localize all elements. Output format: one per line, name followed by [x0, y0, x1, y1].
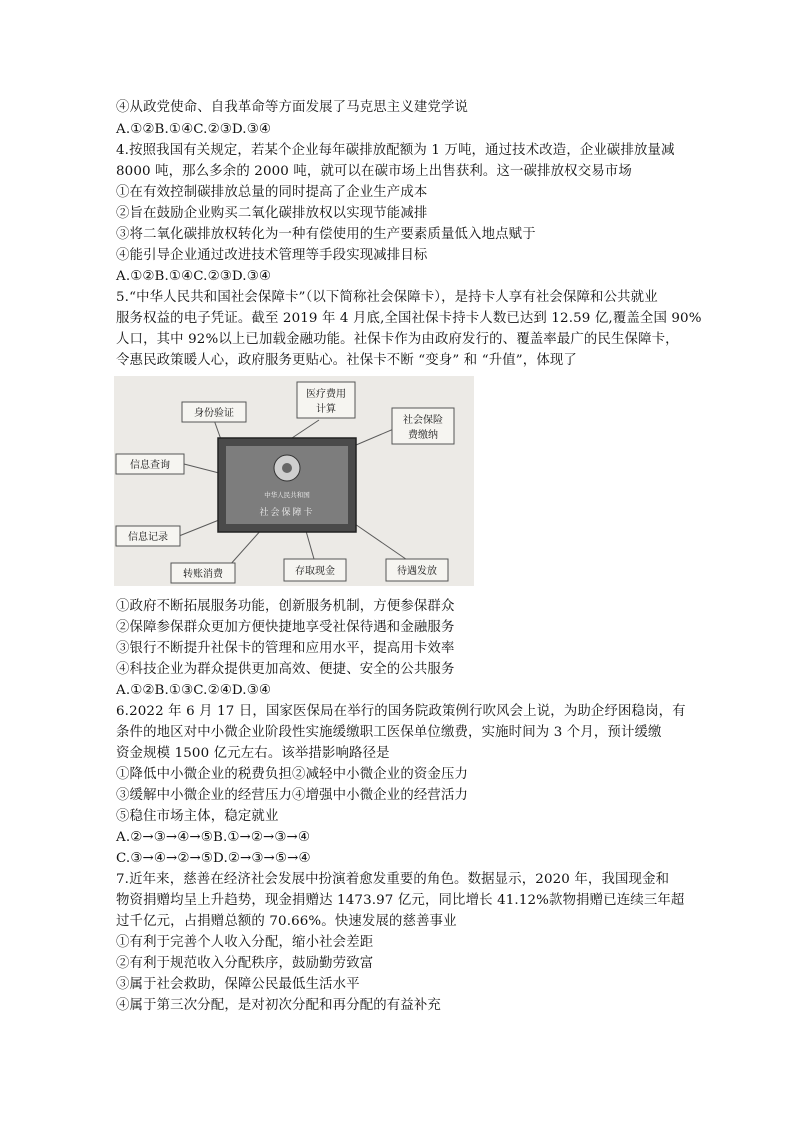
label-info-query: 信息查询: [130, 460, 170, 471]
card-line-1: 中华人民共和国: [264, 491, 310, 499]
q3-option-4: ④从政党使命、自我革命等方面发展了马克思主义建党学说: [116, 100, 469, 115]
q5-option-3: ③银行不断提升社保卡的管理和应用水平，提高用卡效率: [116, 641, 455, 656]
q6-options-line-1: ①降低中小微企业的税费负担②减轻中小微企业的资金压力: [116, 767, 469, 782]
q6-answers-1: A.②→③→④→⑤B.①→②→③→④: [116, 830, 311, 845]
q6-answers-2: C.③→④→②→⑤D.②→③→⑤→④: [116, 851, 311, 866]
q5-option-4: ④科技企业为群众提供更加高效、便捷、安全的公共服务: [116, 662, 455, 677]
q5-stem-line-3: 人口，其中 92%以上已加载金融功能。社保卡作为由政府发行的、覆盖率最广的民生保障卡，: [116, 332, 679, 347]
q6-stem-line-2: 条件的地区对中小微企业阶段性实施缓缴职工医保单位缴费，实施时间为 3 个月，预计缓缴: [116, 725, 662, 740]
q6-stem-line-1: 6.2022 年 6 月 17 日，国家医保局在举行的国务院政策例行吹风会上说，为助企纾困稳岗，有: [116, 704, 686, 719]
social-security-card-figure: [114, 376, 474, 586]
q4-option-2: ②旨在鼓励企业购买二氧化碳排放权以实现节能减排: [116, 206, 428, 221]
q6-stem-line-3: 资金规模 1500 亿元左右。该举措影响路径是: [116, 746, 390, 761]
label-medical-2: 计算: [316, 404, 336, 415]
q3-answers: A.①②B.①④C.②③D.③④: [116, 122, 271, 137]
label-insurance-2: 费缴纳: [408, 430, 438, 441]
label-transfer: 转账消费: [183, 569, 223, 580]
card-line-2: 社会保障卡: [259, 508, 315, 518]
q5-answers: A.①②B.①③C.②④D.③④: [116, 683, 271, 698]
q4-option-1: ①在有效控制碳排放总量的同时提高了企业生产成本: [116, 185, 428, 200]
q4-stem-line-1: 4.按照我国有关规定，若某个企业每年碳排放配额为 1 万吨，通过技术改造，企业碳排放量减: [116, 143, 675, 158]
q7-option-2: ②有利于规范收入分配秩序，鼓励勤劳致富: [116, 956, 374, 971]
q6-options-line-3: ⑤稳住市场主体，稳定就业: [116, 809, 279, 824]
q7-stem-line-2: 物资捐赠均呈上升趋势，现金捐赠达 1473.97 亿元，同比增长 41.12%款物捐赠已连续三年超: [116, 893, 685, 908]
q7-stem-line-3: 过千亿元，占捐赠总额的 70.66%。快速发展的慈善事业: [116, 914, 457, 929]
label-insurance-1: 社会保险: [403, 415, 443, 426]
q4-option-3: ③将二氧化碳排放权转化为一种有偿使用的生产要素质量低入地点赋于: [116, 227, 536, 242]
q5-option-2: ②保障参保群众更加方便快捷地享受社保待遇和金融服务: [116, 620, 455, 635]
q4-option-4: ④能引导企业通过改进技术管理等手段实现减排目标: [116, 248, 428, 263]
q4-stem-line-2: 8000 吨，那么多余的 2000 吨，就可以在碳市场上出售获利。这一碳排放权交易市场: [116, 164, 632, 179]
social-security-card: [218, 438, 356, 532]
q7-option-4: ④属于第三次分配，是对初次分配和再分配的有益补充: [116, 998, 441, 1013]
q5-stem-line-2: 服务权益的电子凭证。截至 2019 年 4 月底,全国社保卡持卡人数已达到 12.59 亿,覆盖全国 90%: [116, 311, 702, 326]
q5-stem-line-4: 令惠民政策暖人心，政府服务更贴心。社保卡不断 “变身” 和 “升值”，体现了: [116, 353, 577, 368]
label-info-record: 信息记录: [128, 532, 168, 543]
q7-option-1: ①有利于完善个人收入分配，缩小社会差距: [116, 935, 374, 950]
q5-stem-line-1: 5.“中华人民共和国社会保障卡”（以下简称社会保障卡），是持卡人享有社会保障和公共就业: [116, 290, 658, 305]
label-identity: 身份验证: [194, 408, 234, 419]
q6-options-line-2: ③缓解中小微企业的经营压力④增强中小微企业的经营活力: [116, 788, 469, 803]
q7-stem-line-1: 7.近年来，慈善在经济社会发展中扮演着愈发重要的角色。数据显示，2020 年，我国现金和: [116, 872, 670, 887]
q4-answers: A.①②B.①④C.②③D.③④: [116, 269, 271, 284]
q5-option-1: ①政府不断拓展服务功能，创新服务机制，方便参保群众: [116, 599, 455, 614]
label-cash: 存取现金: [295, 566, 335, 577]
q7-option-3: ③属于社会救助，保障公民最低生活水平: [116, 977, 360, 992]
label-benefit: 待遇发放: [397, 566, 437, 577]
label-medical-1: 医疗费用: [306, 389, 346, 400]
